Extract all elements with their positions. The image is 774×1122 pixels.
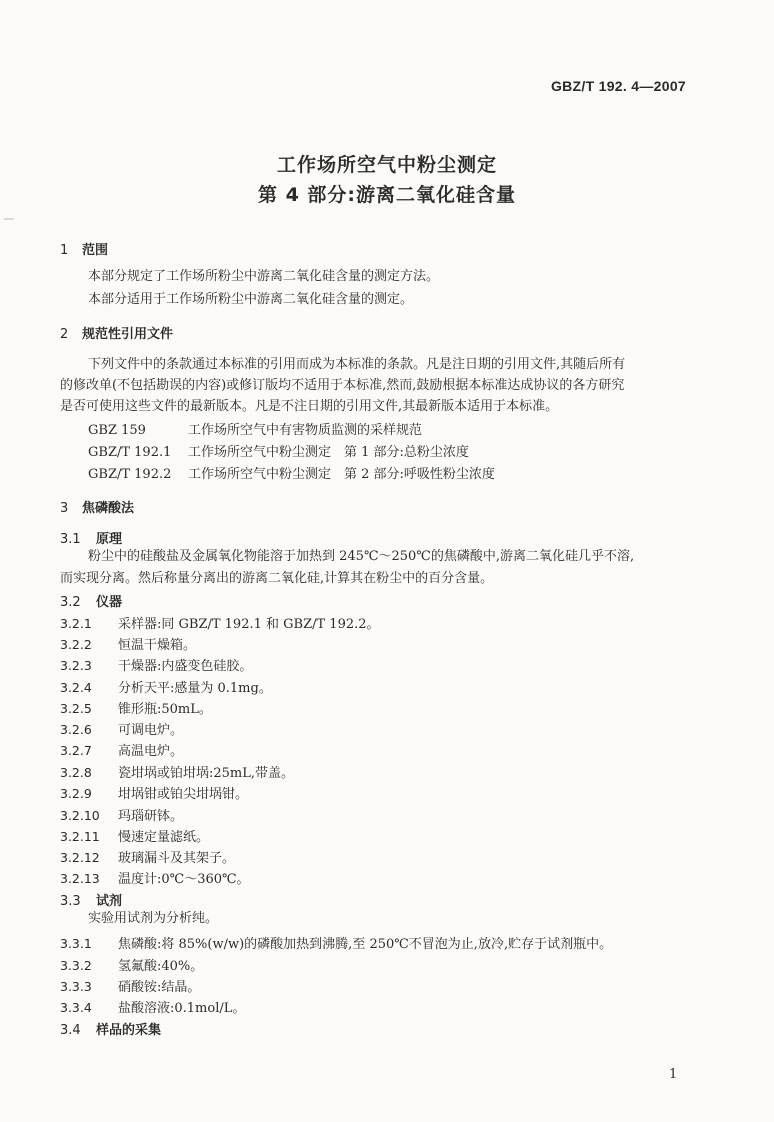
section-heading-1	[60, 239, 108, 258]
list-item	[60, 997, 245, 1016]
paragraph: 本部分适用于工作场所粉尘中游离二氧化硅含量的测定。	[88, 292, 414, 307]
item-text: 分析天平:感量为 0.1mg。	[118, 681, 272, 696]
item-number: 3.2.7	[60, 743, 92, 758]
list-item	[60, 826, 209, 845]
section-title: 仪器	[96, 595, 123, 610]
paragraph-line: 下列文件中的条款通过本标准的引用而成为本标准的条款。凡是注日期的引用文件,其随后所有	[88, 357, 626, 372]
list-item	[60, 740, 183, 759]
item-text: 采样器:同 GBZ/T 192.1 和 GBZ/T 192.2。	[118, 617, 380, 632]
list-item	[60, 805, 183, 824]
paragraph-line: 粉尘中的硅酸盐及金属氧化物能溶于加热到 245℃～250℃的焦磷酸中,游离二氧化硅几乎不溶,	[88, 549, 635, 564]
section-number: 3.2	[60, 595, 81, 610]
list-item	[60, 634, 196, 653]
section-heading-3	[60, 497, 134, 516]
item-number: 3.2.9	[60, 786, 92, 801]
item-text: 硝酸铵:结晶。	[118, 980, 201, 995]
section-number: 1	[60, 243, 69, 258]
item-text: 玛瑙研钵。	[118, 809, 184, 824]
item-number: 3.2.4	[60, 680, 92, 695]
section-number: 3.3	[60, 894, 81, 909]
item-text: 温度计:0℃～360℃。	[118, 872, 250, 887]
standard-number: GBZ/T 192. 4—2007	[550, 78, 686, 94]
item-text: 氢氟酸:40%。	[118, 959, 204, 974]
section-title: 原理	[96, 532, 123, 547]
document-subtitle: 第 4 部分:游离二氧化硅含量	[257, 184, 517, 206]
reference-code: GBZ/T 192.2	[88, 467, 172, 482]
section-title: 规范性引用文件	[82, 327, 174, 342]
subsection-heading-3-2	[60, 591, 122, 610]
section-title: 焦磷酸法	[82, 501, 135, 516]
reference-title: 工作场所空气中粉尘测定 第 1 部分:总粉尘浓度	[188, 445, 469, 460]
item-number: 3.2.12	[60, 850, 100, 865]
paragraph: 本部分规定了工作场所粉尘中游离二氧化硅含量的测定方法。	[88, 269, 440, 284]
reference-item	[88, 441, 469, 460]
list-item	[60, 933, 612, 952]
section-number: 3.1	[60, 532, 81, 547]
item-text: 慢速定量滤纸。	[118, 830, 210, 845]
reference-item	[88, 419, 422, 438]
item-text: 坩埚钳或铂尖坩埚钳。	[118, 787, 249, 802]
section-number: 2	[60, 327, 69, 342]
list-item	[60, 868, 250, 887]
list-item	[60, 847, 235, 866]
section-title: 范围	[82, 243, 109, 258]
item-number: 3.2.13	[60, 871, 100, 886]
section-number: 3.4	[60, 1023, 81, 1038]
item-number: 3.2.8	[60, 765, 92, 780]
page-number: 1	[669, 1067, 678, 1082]
item-text: 焦磷酸:将 85%(w/w)的磷酸加热到沸腾,至 250℃不冒泡为止,放冷,贮存于试剂瓶中。	[118, 937, 613, 952]
section-title: 样品的采集	[96, 1023, 162, 1038]
list-item	[60, 613, 380, 632]
list-item	[60, 762, 294, 781]
item-number: 3.2.11	[60, 829, 100, 844]
paragraph-line: 是否可使用这些文件的最新版本。凡是不注日期的引用文件,其最新版本适用于本标准。	[60, 399, 559, 414]
subsection-heading-3-4	[60, 1019, 161, 1038]
reference-item	[88, 463, 495, 482]
item-text: 恒温干燥箱。	[118, 638, 197, 653]
item-text: 瓷坩埚或铂坩埚:25mL,带盖。	[118, 766, 295, 781]
item-number: 3.3.3	[60, 979, 92, 994]
subsection-heading-3-1	[60, 528, 122, 547]
item-text: 玻璃漏斗及其架子。	[118, 851, 236, 866]
subsection-heading-3-3	[60, 890, 122, 909]
item-text: 盐酸溶液:0.1mol/L。	[118, 1001, 246, 1016]
list-item	[60, 976, 200, 995]
item-number: 3.2.10	[60, 808, 100, 823]
item-number: 3.2.1	[60, 616, 92, 631]
scan-artifact	[4, 218, 14, 220]
reference-code: GBZ 159	[88, 423, 146, 438]
list-item	[60, 719, 183, 738]
reference-title: 工作场所空气中有害物质监测的采样规范	[188, 423, 423, 438]
item-number: 3.2.6	[60, 722, 92, 737]
item-text: 可调电炉。	[118, 723, 184, 738]
item-number: 3.3.4	[60, 1000, 92, 1015]
document-title: 工作场所空气中粉尘测定	[276, 154, 497, 176]
list-item	[60, 677, 272, 696]
section-title: 试剂	[96, 894, 123, 909]
item-number: 3.2.2	[60, 637, 92, 652]
section-heading-2	[60, 323, 173, 342]
item-number: 3.2.5	[60, 701, 92, 716]
item-text: 高温电炉。	[118, 744, 184, 759]
list-item	[60, 698, 212, 717]
reference-title: 工作场所空气中粉尘测定 第 2 部分:呼吸性粉尘浓度	[188, 467, 495, 482]
list-item	[60, 655, 252, 674]
paragraph-line: 而实现分离。然后称量分离出的游离二氧化硅,计算其在粉尘中的百分含量。	[60, 571, 494, 586]
item-text: 干燥器:内盛变色硅胶。	[118, 659, 253, 674]
item-text: 锥形瓶:50mL。	[118, 702, 212, 717]
section-number: 3	[60, 501, 69, 516]
paragraph-line: 的修改单(不包括勘误的内容)或修订版均不适用于本标准,然而,鼓励根据本标准达成协议的各方研究	[60, 378, 625, 393]
item-number: 3.3.2	[60, 958, 92, 973]
reference-code: GBZ/T 192.1	[88, 445, 172, 460]
item-number: 3.3.1	[60, 936, 92, 951]
paragraph: 实验用试剂为分析纯。	[88, 911, 219, 926]
item-number: 3.2.3	[60, 658, 92, 673]
list-item	[60, 955, 203, 974]
list-item	[60, 783, 248, 802]
